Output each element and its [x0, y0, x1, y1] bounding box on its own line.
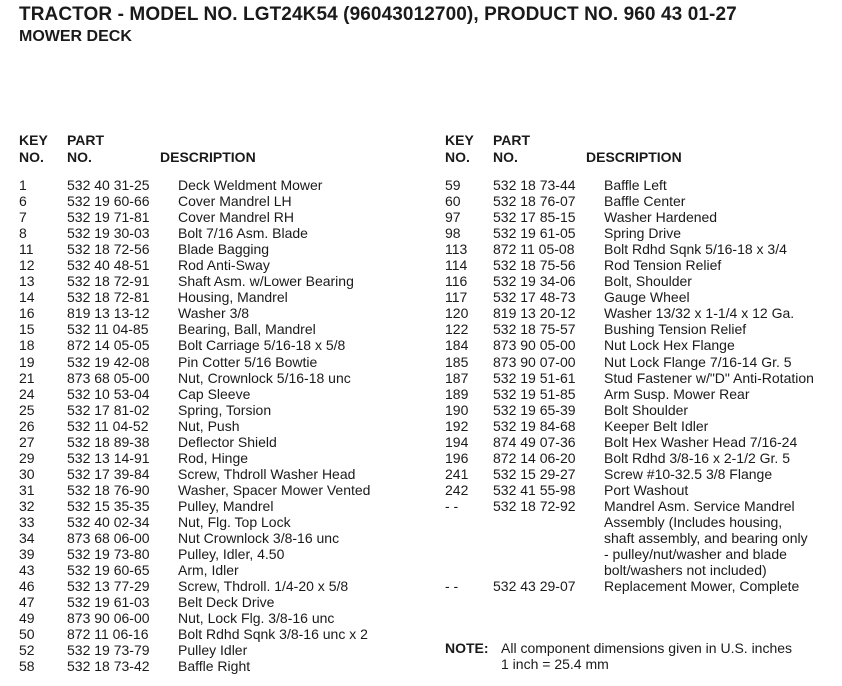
part-number-cell: 532 17 39-84 [67, 465, 150, 482]
key-cell: 187 [445, 369, 469, 386]
key-cell: 47 [19, 594, 35, 611]
key-cell: 194 [445, 433, 469, 450]
key-cell: 97 [445, 209, 461, 226]
description-cell: Deflector Shield [178, 433, 277, 450]
part-number-cell: 873 68 06-00 [67, 530, 150, 547]
key-cell: 98 [445, 225, 461, 242]
description-cell: Shaft Asm. w/Lower Bearing [178, 273, 354, 290]
key-cell: 52 [19, 642, 35, 659]
key-no-header: NO. [445, 149, 470, 165]
part-number-cell: 873 90 07-00 [493, 353, 576, 370]
description-cell: Stud Fastener w/"D" Anti-Rotation [604, 369, 814, 386]
key-cell: 50 [19, 626, 35, 643]
description-cell: Bolt Shoulder [604, 401, 689, 418]
description-cell: Bushing Tension Relief [604, 321, 747, 338]
description-cell: Spring Drive [604, 225, 682, 242]
description-cell: Washer, Spacer Mower Vented [178, 481, 371, 498]
description-cell: Housing, Mandrel [178, 289, 288, 306]
part-number-cell: 532 18 75-56 [493, 257, 576, 274]
part-number-cell: 532 18 89-38 [67, 433, 150, 450]
part-number-cell: 532 18 72-56 [67, 241, 150, 258]
key-cell: 30 [19, 465, 35, 482]
description-cell: Arm Susp. Mower Rear [604, 385, 750, 402]
key-cell: 113 [445, 241, 468, 258]
key-cell: 13 [19, 273, 35, 290]
description-cell: Cover Mandrel LH [178, 193, 292, 210]
key-cell: 189 [445, 385, 469, 402]
key-cell: 117 [445, 289, 468, 306]
part-number-cell: 532 19 61-03 [67, 594, 150, 611]
part-number-cell: 532 13 14-91 [67, 449, 150, 466]
key-cell: 242 [445, 481, 469, 498]
part-number-cell: 532 17 48-73 [493, 289, 576, 306]
key-cell: 43 [19, 562, 35, 579]
part-number-cell: 532 40 02-34 [67, 513, 150, 530]
description-cell: Washer 13/32 x 1-1/4 x 12 Ga. [604, 305, 795, 322]
key-cell: 24 [19, 385, 35, 402]
key-cell: 6 [19, 193, 27, 210]
part-number-cell: 532 18 72-91 [67, 273, 150, 290]
part-number-cell: 532 18 72-92 [493, 497, 576, 514]
key-cell: 8 [19, 225, 27, 242]
key-cell: 184 [445, 337, 469, 354]
key-cell: 196 [445, 449, 469, 466]
description-cell: Bolt Rdhd 3/8-16 x 2-1/2 Gr. 5 [604, 449, 790, 466]
part-number-cell: 532 43 29-07 [493, 578, 576, 595]
part-no-header: NO. [67, 149, 92, 165]
key-cell: 59 [445, 177, 461, 193]
key-cell: 114 [445, 257, 468, 274]
key-cell: 33 [19, 513, 35, 530]
page-title: TRACTOR - MODEL NO. LGT24K54 (96043012700), PRODUCT NO. 960 43 01-27 [19, 4, 737, 25]
key-cell: 58 [19, 658, 35, 675]
part-number-cell: 532 18 76-90 [67, 481, 150, 498]
description-cell: Belt Deck Drive [178, 594, 275, 611]
part-number-cell: 532 19 65-39 [493, 401, 576, 418]
description-cell: Nut Crownlock 3/8-16 unc [178, 530, 340, 547]
key-cell: 31 [19, 481, 35, 498]
key-cell: 49 [19, 610, 35, 627]
description-continuation-text: - pulley/nut/washer and blade [604, 546, 787, 563]
part-number-cell: 532 18 73-44 [493, 177, 576, 193]
description-header: DESCRIPTION [160, 149, 256, 165]
key-cell: 241 [445, 465, 469, 482]
part-number-cell: 532 19 73-80 [67, 546, 150, 563]
key-cell: 122 [445, 321, 469, 338]
part-header: PART [493, 132, 531, 148]
part-number-cell: 819 13 13-12 [67, 305, 150, 322]
description-cell: Screw, Thdroll. 1/4-20 x 5/8 [178, 578, 349, 595]
key-cell: 32 [19, 497, 35, 514]
key-cell: 16 [19, 305, 35, 322]
description-cell: Spring, Torsion [178, 401, 272, 418]
description-cell: Nut Lock Hex Flange [604, 337, 735, 354]
description-continuation-text: shaft assembly, and bearing only [604, 530, 808, 547]
description-header: DESCRIPTION [586, 149, 682, 165]
part-number-cell: 874 49 07-36 [493, 433, 576, 450]
description-continuation-text: bolt/washers not included) [604, 562, 767, 579]
key-cell: 11 [19, 241, 34, 258]
description-cell: Bolt Carriage 5/16-18 x 5/8 [178, 337, 346, 354]
part-number-cell: 532 11 04-85 [67, 321, 149, 338]
description-cell: Baffle Left [604, 177, 667, 193]
key-header: KEY [445, 132, 474, 148]
description-cell: Blade Bagging [178, 241, 270, 258]
part-number-cell: 532 19 51-85 [493, 385, 576, 402]
description-cell: Baffle Center [604, 193, 686, 210]
description-cell: Rod Anti-Sway [178, 257, 270, 274]
description-cell: Washer Hardened [604, 209, 718, 226]
description-continuation-text: Assembly (Includes housing, [604, 513, 783, 530]
description-cell: Baffle Right [178, 658, 251, 675]
key-cell: 60 [445, 193, 461, 210]
part-number-cell: 532 11 04-52 [67, 417, 149, 434]
part-number-cell: 532 19 73-79 [67, 642, 150, 659]
key-cell: 21 [19, 369, 35, 386]
part-number-cell: 532 41 55-98 [493, 481, 576, 498]
part-number-cell: 532 18 72-81 [67, 289, 150, 306]
part-number-cell: 532 18 75-57 [493, 321, 576, 338]
description-cell: Port Washout [604, 481, 689, 498]
description-cell: Bolt 7/16 Asm. Blade [178, 225, 308, 242]
description-cell: Screw #10-32.5 3/8 Flange [604, 465, 773, 482]
key-cell: 46 [19, 578, 35, 595]
note-text-line2: 1 inch = 25.4 mm [501, 656, 609, 672]
part-number-cell: 532 19 60-66 [67, 193, 150, 210]
part-no-header: NO. [493, 149, 518, 165]
description-cell: Screw, Thdroll Washer Head [178, 465, 356, 482]
key-cell: 19 [19, 353, 35, 370]
part-number-cell: 532 19 51-61 [493, 369, 576, 386]
key-cell: 18 [19, 337, 35, 354]
description-cell: Pulley, Mandrel [178, 497, 274, 514]
part-number-cell: 532 17 81-02 [67, 401, 150, 418]
description-cell: Nut, Push [178, 417, 240, 434]
key-cell: 1 [19, 177, 27, 193]
description-cell: Rod Tension Relief [604, 257, 722, 274]
part-number-cell: 873 90 05-00 [493, 337, 576, 354]
key-header: KEY [19, 132, 48, 148]
part-header: PART [67, 132, 105, 148]
key-cell: 27 [19, 433, 35, 450]
description-cell: Nut, Flg. Top Lock [178, 513, 291, 530]
key-cell: - - [445, 497, 459, 514]
key-cell: 26 [19, 417, 35, 434]
key-cell: 7 [19, 209, 27, 226]
part-number-cell: 873 90 06-00 [67, 610, 150, 627]
key-cell: 192 [445, 417, 469, 434]
part-number-cell: 532 19 42-08 [67, 353, 150, 370]
description-cell: Nut Lock Flange 7/16-14 Gr. 5 [604, 353, 792, 370]
description-cell: Bearing, Ball, Mandrel [178, 321, 316, 338]
part-number-cell: 819 13 20-12 [493, 305, 576, 322]
key-no-header: NO. [19, 149, 44, 165]
description-cell: Cover Mandrel RH [178, 209, 294, 226]
key-cell: 116 [445, 273, 468, 290]
part-number-cell: 872 11 05-08 [493, 241, 575, 258]
part-number-cell: 532 13 77-29 [67, 578, 150, 595]
key-cell: 12 [19, 257, 35, 274]
part-number-cell: 532 19 60-65 [67, 562, 150, 579]
key-cell: 25 [19, 401, 35, 418]
description-cell: Washer 3/8 [178, 305, 250, 322]
key-cell: - - [445, 578, 459, 595]
description-cell: Pulley, Idler, 4.50 [178, 546, 285, 563]
description-cell: Bolt Hex Washer Head 7/16-24 [604, 433, 798, 450]
part-number-cell: 532 19 30-03 [67, 225, 150, 242]
key-cell: 14 [19, 289, 35, 306]
description-cell: Replacement Mower, Complete [604, 578, 800, 595]
key-cell: 15 [19, 321, 35, 338]
key-cell: 185 [445, 353, 469, 370]
key-cell: 29 [19, 449, 35, 466]
description-cell: Pulley Idler [178, 642, 248, 659]
description-cell: Rod, Hinge [178, 449, 249, 466]
description-cell: Bolt Rdhd Sqnk 5/16-18 x 3/4 [604, 241, 787, 258]
description-cell: Nut, Lock Flg. 3/8-16 unc [178, 610, 335, 627]
description-cell: Deck Weldment Mower [178, 177, 323, 193]
description-cell: Bolt Rdhd Sqnk 3/8-16 unc x 2 [178, 626, 368, 643]
description-cell: Arm, Idler [178, 562, 239, 579]
description-cell: Mandrel Asm. Service Mandrel [604, 497, 795, 514]
part-number-cell: 532 19 34-06 [493, 273, 576, 290]
key-cell: 34 [19, 530, 35, 547]
part-number-cell: 532 10 53-04 [67, 385, 150, 402]
part-number-cell: 532 19 61-05 [493, 225, 576, 242]
note-text-line1: All component dimensions given in U.S. inches [501, 640, 793, 656]
part-number-cell: 532 19 71-81 [67, 209, 150, 226]
part-number-cell: 532 17 85-15 [493, 209, 576, 226]
key-cell: 190 [445, 401, 469, 418]
part-number-cell: 532 19 84-68 [493, 417, 576, 434]
part-number-cell: 873 68 05-00 [67, 369, 150, 386]
part-number-cell: 532 18 76-07 [493, 193, 576, 210]
key-cell: 120 [445, 305, 469, 322]
description-cell: Bolt, Shoulder [604, 273, 692, 290]
section-subtitle: MOWER DECK [19, 28, 132, 45]
description-cell: Keeper Belt Idler [604, 417, 709, 434]
description-cell: Pin Cotter 5/16 Bowtie [178, 353, 318, 370]
part-number-cell: 532 40 48-51 [67, 257, 150, 274]
part-number-cell: 872 14 05-05 [67, 337, 150, 354]
part-number-cell: 872 14 06-20 [493, 449, 576, 466]
part-number-cell: 532 15 35-35 [67, 497, 150, 514]
description-cell: Cap Sleeve [178, 385, 251, 402]
part-number-cell: 532 15 29-27 [493, 465, 576, 482]
description-cell: Nut, Crownlock 5/16-18 unc [178, 369, 351, 386]
part-number-cell: 872 11 06-16 [67, 626, 149, 643]
description-cell: Gauge Wheel [604, 289, 690, 306]
part-number-cell: 532 40 31-25 [67, 177, 150, 193]
part-number-cell: 532 18 73-42 [67, 658, 150, 675]
key-cell: 39 [19, 546, 35, 563]
note-label: NOTE: [445, 640, 489, 656]
